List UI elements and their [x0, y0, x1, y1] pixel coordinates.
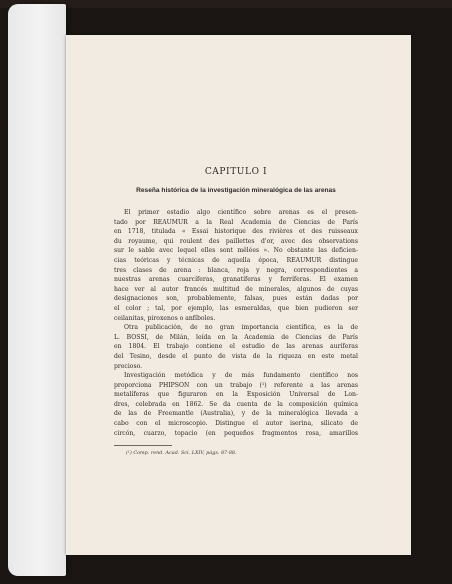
footnote: (¹) Comp. rend. Acad. Sci. LXIV, págs. 87-88.: [126, 450, 237, 457]
text-line: dres, celebrada en 1862. Se da cuenta de la composición química: [114, 400, 358, 408]
section-title: Reseña histórica de la investigación mineralógica de las arenas: [136, 187, 336, 194]
text-line: circón, cuarzo, topacio (en pequeños fragmentos rosa, amarillos: [114, 429, 358, 437]
text-line: metalíferas que figuraron en la Exposición Universal de Lon-: [114, 391, 358, 399]
text-line: del Tesino, desde el punto de vista de la riqueza en este metal: [114, 352, 358, 360]
text-line: designaciones son, probablemente, falsas, pues están dadas por: [114, 295, 358, 303]
text-line: sur le sable avec lequel elles sont mêlées ». No obstante las deficien-: [114, 247, 358, 255]
document-page: [66, 35, 411, 555]
paragraph-3: [114, 371, 358, 438]
text-line: ceilanitas, piroxenos o anfíboles.: [114, 314, 216, 322]
back-cover-page: [8, 4, 66, 576]
chapter-heading: CAPITULO I: [204, 167, 268, 177]
paragraph-1: [114, 208, 358, 323]
paragraph-2: [114, 323, 358, 371]
page-text-block: [114, 167, 358, 456]
text-line: en 1804. El trabajo contiene el estudio de las arenas auríferas: [114, 343, 358, 351]
text-line: Otra publicación, de no gran importancia científica, es la de: [124, 324, 358, 332]
dark-background-top: [0, 0, 452, 8]
text-line: precioso.: [114, 362, 143, 370]
text-line: nuestras arenas cuarcíferas, granatíferas y ferríferas. El examen: [114, 276, 358, 284]
text-line: du royaume, qui roulent des paillettes d'or, avec des observations: [114, 237, 358, 245]
text-line: el color ; tal, por ejemplo, las esmeraldas, que bien pudieron ser: [114, 304, 358, 312]
text-line: cabo con el microscopio. Distingue el autor iserina, silicato de: [114, 420, 358, 428]
text-line: de las de Freemantle (Australia), y de la mineralógica llevada a: [114, 410, 358, 418]
text-line: Investigación metódica y de más fundamento científico nos: [124, 372, 358, 380]
text-line: cias teóricas y técnicas de aquella época, REAUMUR distingue: [114, 256, 358, 264]
text-line: tado por REAUMUR a la Real Academia de Ciencias de París: [114, 218, 358, 226]
text-line: El primer estadio algo científico sobre arenas es el presen-: [124, 209, 358, 216]
text-line: hace ver al autor francés multitud de minerales, algunos de cuyas: [114, 285, 358, 293]
text-line: tres clases de arena : blanca, roja y negra, correspondientes a: [114, 266, 358, 274]
footnote-rule: [114, 445, 172, 446]
text-line: L. BOSSI, de Milán, leída en la Academia de Ciencias de París: [114, 333, 358, 341]
text-line: proporciona PHIPSON con un trabajo (¹) referente a las arenas: [114, 381, 358, 389]
text-line: en 1718, titulada « Essai historique des rivières et des ruisseaux: [114, 228, 358, 236]
